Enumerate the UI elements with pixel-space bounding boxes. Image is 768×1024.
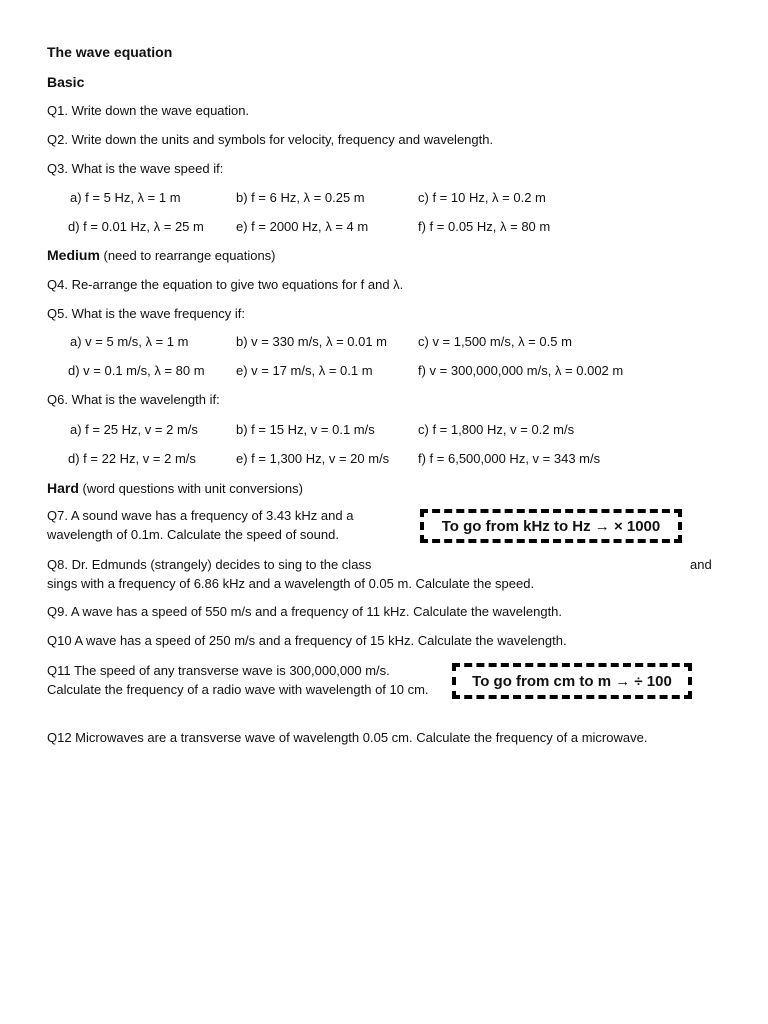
question-q3: Q3. What is the wave speed if:: [47, 161, 224, 176]
q5-item-d: d) v = 0.1 m/s, λ = 80 m: [68, 363, 205, 378]
tip-box-khz: To go from kHz to Hz → × 1000: [420, 509, 682, 543]
q3-item-a: a) f = 5 Hz, λ = 1 m: [70, 190, 181, 205]
q3-item-f: f) f = 0.05 Hz, λ = 80 m: [418, 219, 551, 234]
tip-box-cm: To go from cm to m → ÷ 100: [452, 663, 692, 699]
q3-item-d: d) f = 0.01 Hz, λ = 25 m: [68, 219, 204, 234]
q5-item-a: a) v = 5 m/s, λ = 1 m: [70, 334, 189, 349]
question-q6: Q6. What is the wavelength if:: [47, 392, 220, 407]
medium-label: Medium: [47, 247, 100, 263]
q5-item-e: e) v = 17 m/s, λ = 0.1 m: [236, 363, 373, 378]
section-heading-basic: Basic: [47, 74, 85, 90]
medium-note: (need to rearrange equations): [99, 248, 276, 263]
q3-item-c: c) f = 10 Hz, λ = 0.2 m: [418, 190, 546, 205]
q6-item-a: a) f = 25 Hz, v = 2 m/s: [70, 422, 198, 437]
question-q4: Q4. Re-arrange the equation to give two equations for f and λ.: [47, 277, 404, 292]
q5-item-b: b) v = 330 m/s, λ = 0.01 m: [236, 334, 388, 349]
question-q8-line2: sings with a frequency of 6.86 kHz and a wavelength of 0.05 m. Calculate the speed.: [47, 576, 535, 591]
hard-note: (word questions with unit conversions): [78, 481, 303, 496]
question-q5: Q5. What is the wave frequency if:: [47, 306, 245, 321]
q6-item-b: b) f = 15 Hz, v = 0.1 m/s: [236, 422, 375, 437]
q3-item-e: e) f = 2000 Hz, λ = 4 m: [236, 219, 369, 234]
question-q2: Q2. Write down the units and symbols for velocity, frequency and wavelength.: [47, 132, 494, 147]
question-q12: Q12 Microwaves are a transverse wave of wavelength 0.05 cm. Calculate the frequency of a microwave.: [47, 730, 648, 745]
question-q1: Q1. Write down the wave equation.: [47, 103, 250, 118]
q6-item-c: c) f = 1,800 Hz, v = 0.2 m/s: [418, 422, 575, 437]
q6-item-f: f) f = 6,500,000 Hz, v = 343 m/s: [418, 451, 601, 466]
question-q7: Q7. A sound wave has a frequency of 3.43 kHz and a wavelength of 0.1m. Calculate the speed of sound.: [47, 508, 354, 542]
q5-item-c: c) v = 1,500 m/s, λ = 0.5 m: [418, 334, 572, 349]
question-q9: Q9. A wave has a speed of 550 m/s and a frequency of 11 kHz. Calculate the wavelength.: [47, 604, 563, 619]
q3-item-b: b) f = 6 Hz, λ = 0.25 m: [236, 190, 365, 205]
q6-item-e: e) f = 1,300 Hz, v = 20 m/s: [236, 451, 390, 466]
question-q10: Q10 A wave has a speed of 250 m/s and a frequency of 15 kHz. Calculate the wavelength.: [47, 633, 567, 648]
q6-item-d: d) f = 22 Hz, v = 2 m/s: [68, 451, 196, 466]
q5-item-f: f) v = 300,000,000 m/s, λ = 0.002 m: [418, 363, 624, 378]
page-title: The wave equation: [47, 44, 173, 60]
question-q8-and: and: [690, 557, 712, 572]
section-heading-medium: [47, 247, 276, 264]
section-heading-hard: [47, 480, 303, 497]
question-q11: Q11 The speed of any transverse wave is 300,000,000 m/s. Calculate the frequency of a radio wave with wavelength of 10 cm.: [47, 663, 429, 697]
question-q8-line1: Q8. Dr. Edmunds (strangely) decides to sing to the class: [47, 557, 372, 572]
hard-label: Hard: [47, 480, 79, 496]
